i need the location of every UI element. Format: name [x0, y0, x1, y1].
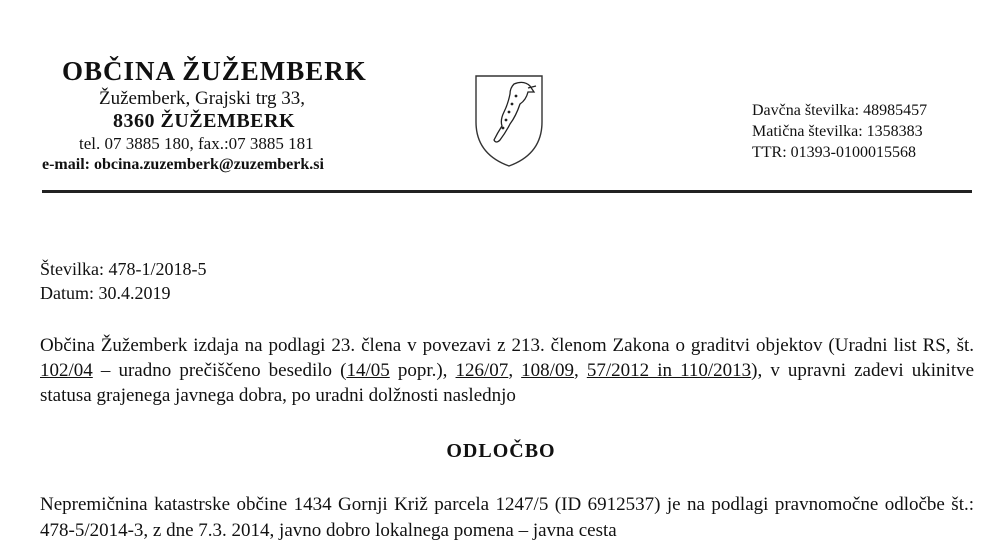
identifiers-block [752, 100, 927, 163]
registration-number: Matična številka: 1358383 [752, 123, 923, 140]
gazette-ref-102-04: 102/04 [40, 360, 93, 381]
intro-text: , [508, 360, 522, 381]
intro-text: popr.), [389, 360, 456, 381]
tax-number: Davčna številka: 48985457 [752, 102, 928, 119]
header-divider [42, 190, 972, 193]
intro-text: – uradno prečiščeno besedilo ( [92, 360, 347, 381]
gazette-ref-57-2012-110-2013: 57/2012 in 110/2013 [586, 360, 752, 381]
document-number: Številka: 478-1/2018-5 [40, 259, 207, 279]
gazette-ref-126-07: 126/07 [455, 360, 509, 381]
document-date: Datum: 30.4.2019 [40, 283, 171, 303]
email-line: e-mail: obcina.zuzemberk@zuzemberk.si [42, 156, 324, 173]
address-postal: 8360 ŽUŽEMBERK [113, 110, 296, 132]
intro-text: , [573, 360, 587, 381]
decision-paragraph: Nepremičnina katastrske občine 1434 Gornji Križ parcela 1247/5 (ID 6912537) je na podlagi pravnomočne odločbe št.: 478-5/2014-3, z dne 7.3. 2014, javno dobro lokalnega pomena – javna cesta [40, 494, 974, 541]
intro-text: Občina Žužemberk izdaja na podlagi 23. člena v povezavi z 213. členom Zakona o graditvi objektov (Uradni list RS, št. [40, 335, 974, 356]
gazette-ref-14-05: 14/05 [346, 360, 390, 381]
phone-fax-line: tel. 07 3885 180, fax.:07 3885 181 [79, 134, 314, 153]
intro-text: ), v upravni zadevi ukinitve statusa grajenega javnega dobra, po uradni dolžnosti naslednjo [40, 360, 975, 406]
document-meta [40, 257, 206, 305]
organization-name: OBČINA ŽUŽEMBERK [62, 56, 367, 86]
decision-heading: ODLOČBO [446, 440, 556, 462]
intro-paragraph [40, 333, 974, 408]
municipal-crest-icon [470, 70, 548, 170]
gazette-ref-108-09: 108/09 [521, 360, 574, 381]
address-street: Žužemberk, Grajski trg 33, [99, 88, 305, 109]
ttr-number: TTR: 01393-0100015568 [752, 144, 916, 161]
